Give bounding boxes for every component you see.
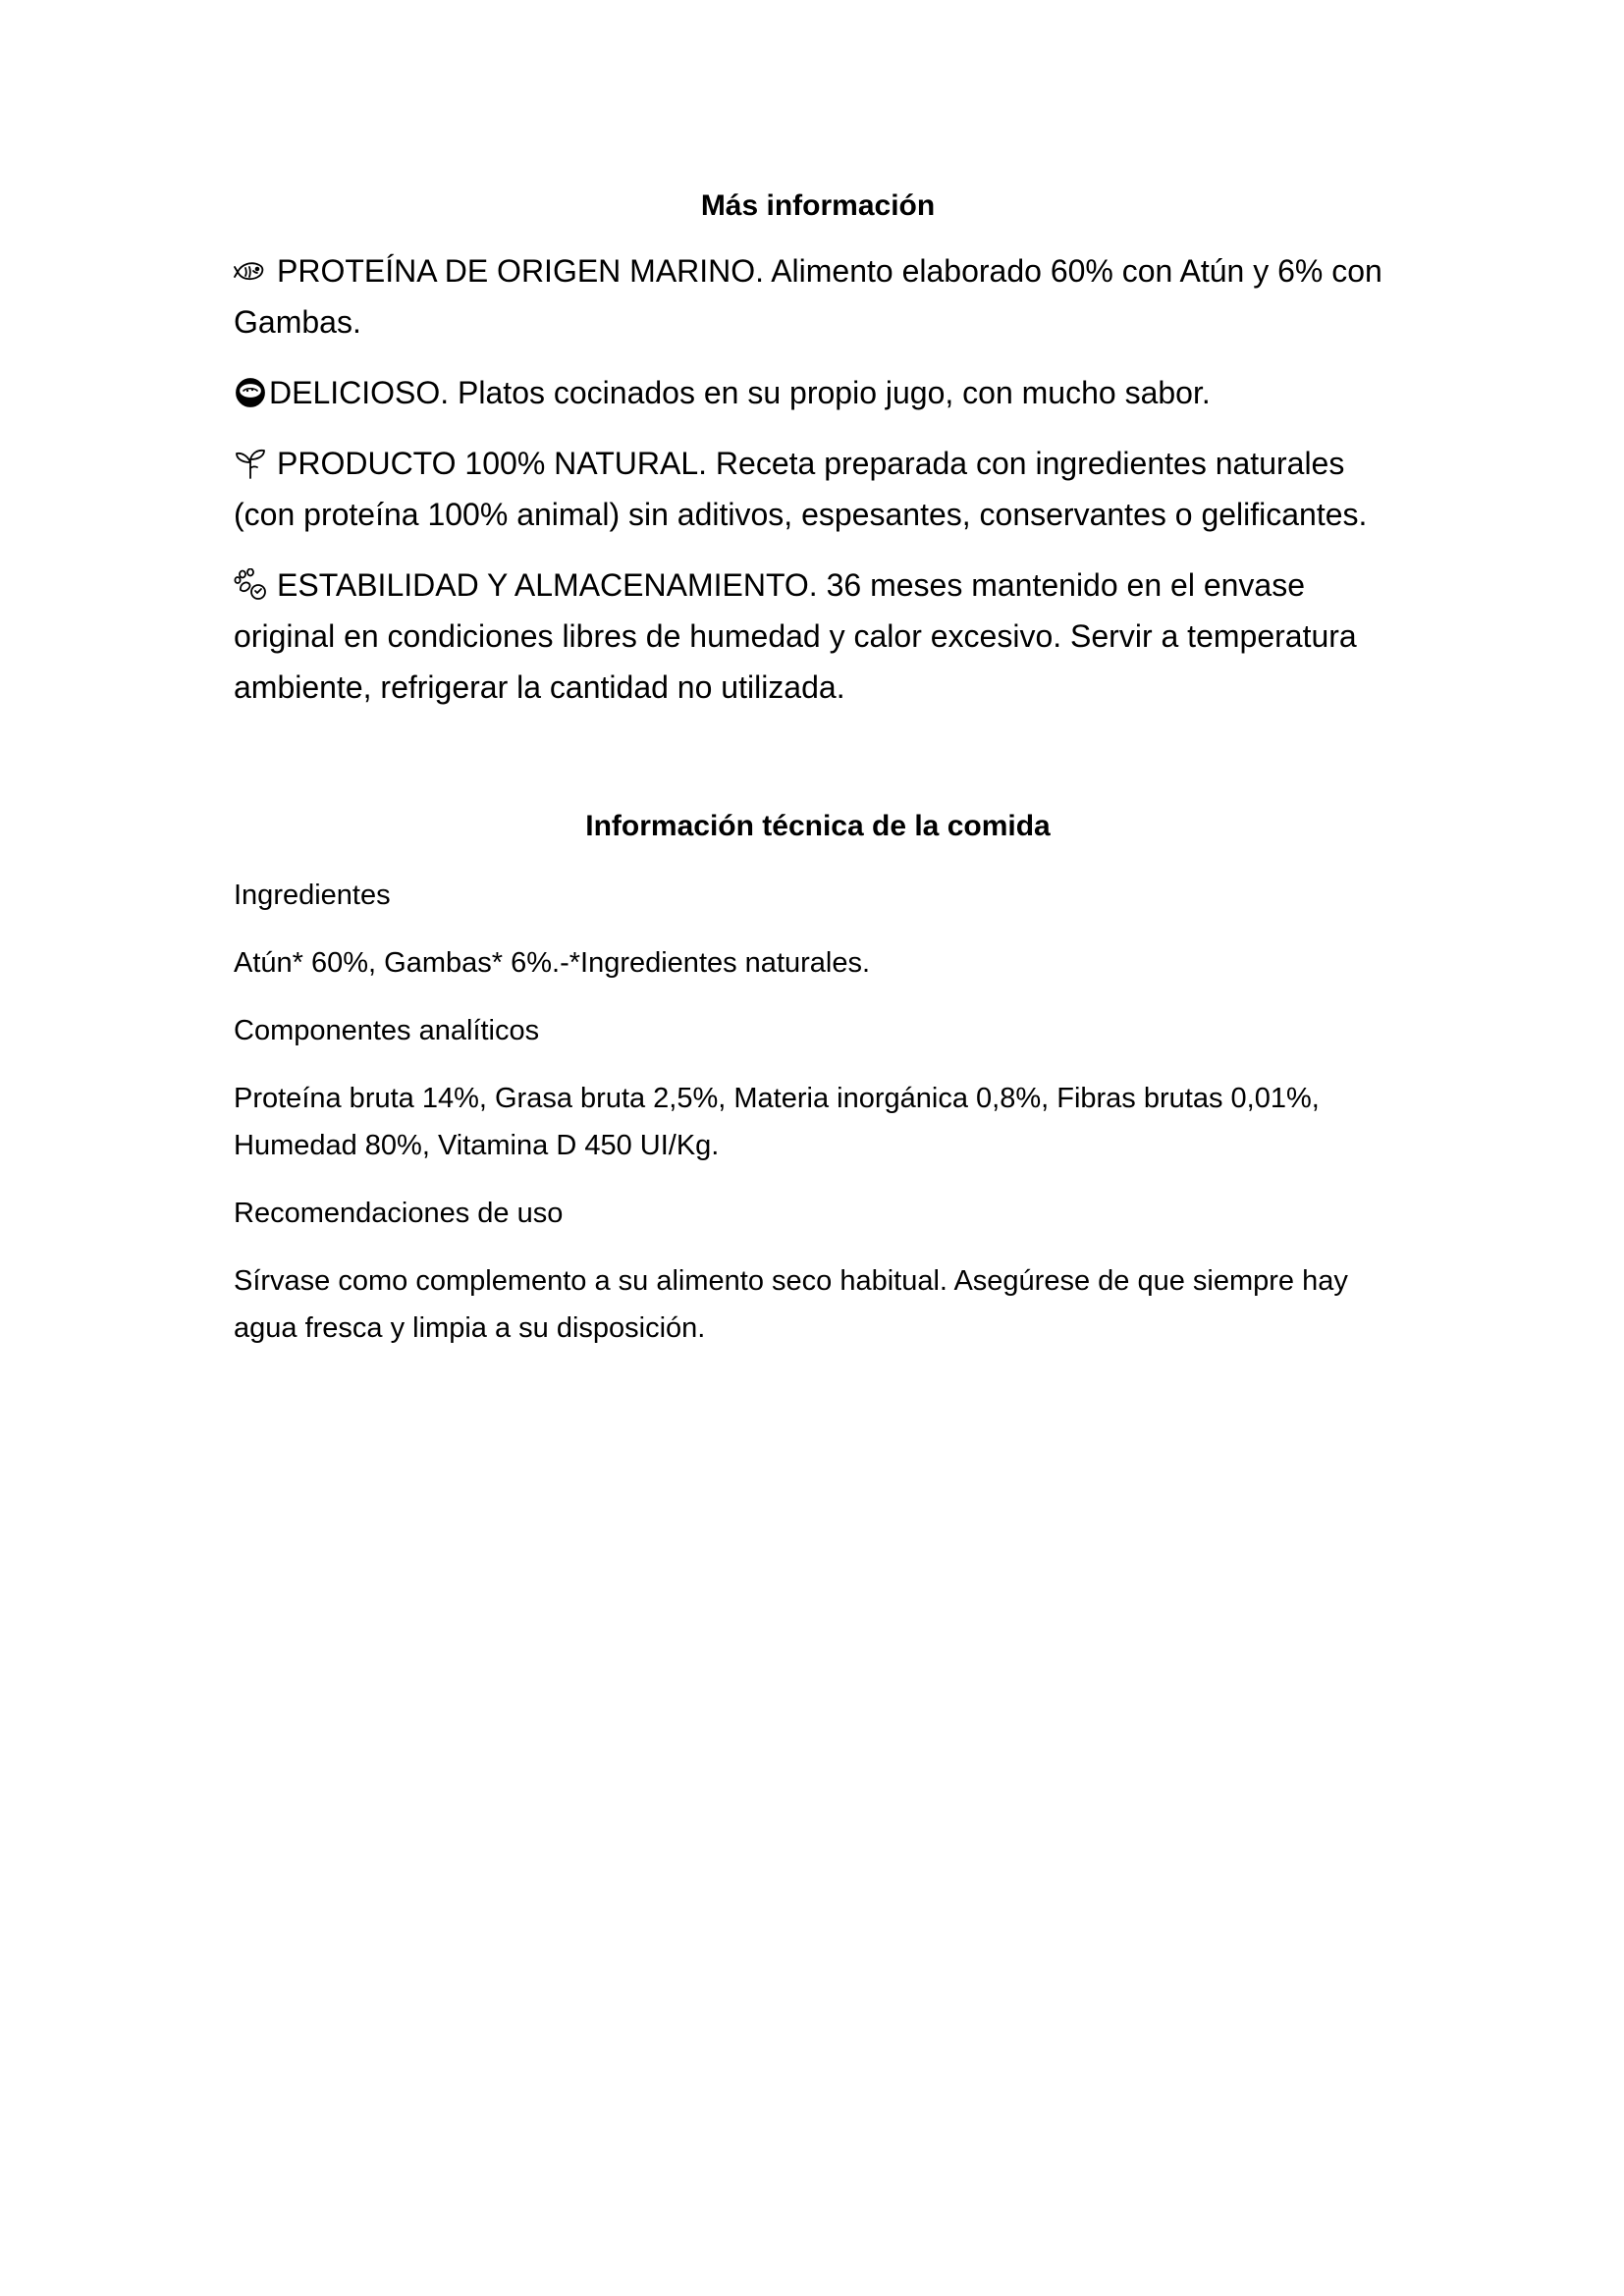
- feature-marine-protein: [234, 245, 1402, 347]
- ingredients-text: Atún* 60%, Gambas* 6%.-*Ingredientes naturales.: [234, 947, 871, 979]
- feature-natural-product: [234, 438, 1402, 540]
- usage-recommendations-text: Sírvase como complemento a su alimento seco habitual. Asegúrese de que siempre hay agua fresca y limpia a su disposición.: [234, 1265, 1348, 1344]
- feature-stability-storage: [234, 560, 1402, 713]
- sprout-icon: [234, 447, 267, 480]
- feature-delicious: [234, 367, 1402, 418]
- ingredients-label: Ingredientes: [234, 880, 391, 911]
- section-title-technical-info: Información técnica de la comida: [585, 810, 1051, 842]
- feature-text-natural-product: PRODUCTO 100% NATURAL. Receta preparada con ingredientes naturales (con proteína 100% animal) sin aditivos, espesantes, conservantes o gelificantes.: [234, 446, 1368, 532]
- feature-text-delicious: DELICIOSO. Platos cocinados en su propio jugo, con mucho sabor.: [269, 375, 1211, 410]
- feature-text-stability-storage: ESTABILIDAD Y ALMACENAMIENTO. 36 meses mantenido en el envase original en condiciones libres de humedad y calor excesivo. Servir a temperatura ambiente, refrigerar la cantidad no utilizada.: [234, 567, 1357, 705]
- fish-icon: [234, 254, 267, 288]
- feature-text-marine-protein: PROTEÍNA DE ORIGEN MARINO. Alimento elaborado 60% con Atún y 6% con Gambas.: [234, 253, 1382, 340]
- section-title-more-info: Más información: [700, 189, 936, 222]
- analytical-components-label: Componentes analíticos: [234, 1015, 540, 1046]
- analytical-components-text: Proteína bruta 14%, Grasa bruta 2,5%, Materia inorgánica 0,8%, Fibras brutas 0,01%, Humedad 80%, Vitamina D 450 UI/Kg.: [234, 1083, 1320, 1161]
- paw-print-icon: [234, 568, 267, 602]
- bowl-icon: [234, 376, 267, 409]
- page-content: [234, 187, 1402, 1372]
- usage-recommendations-label: Recomendaciones de uso: [234, 1198, 564, 1229]
